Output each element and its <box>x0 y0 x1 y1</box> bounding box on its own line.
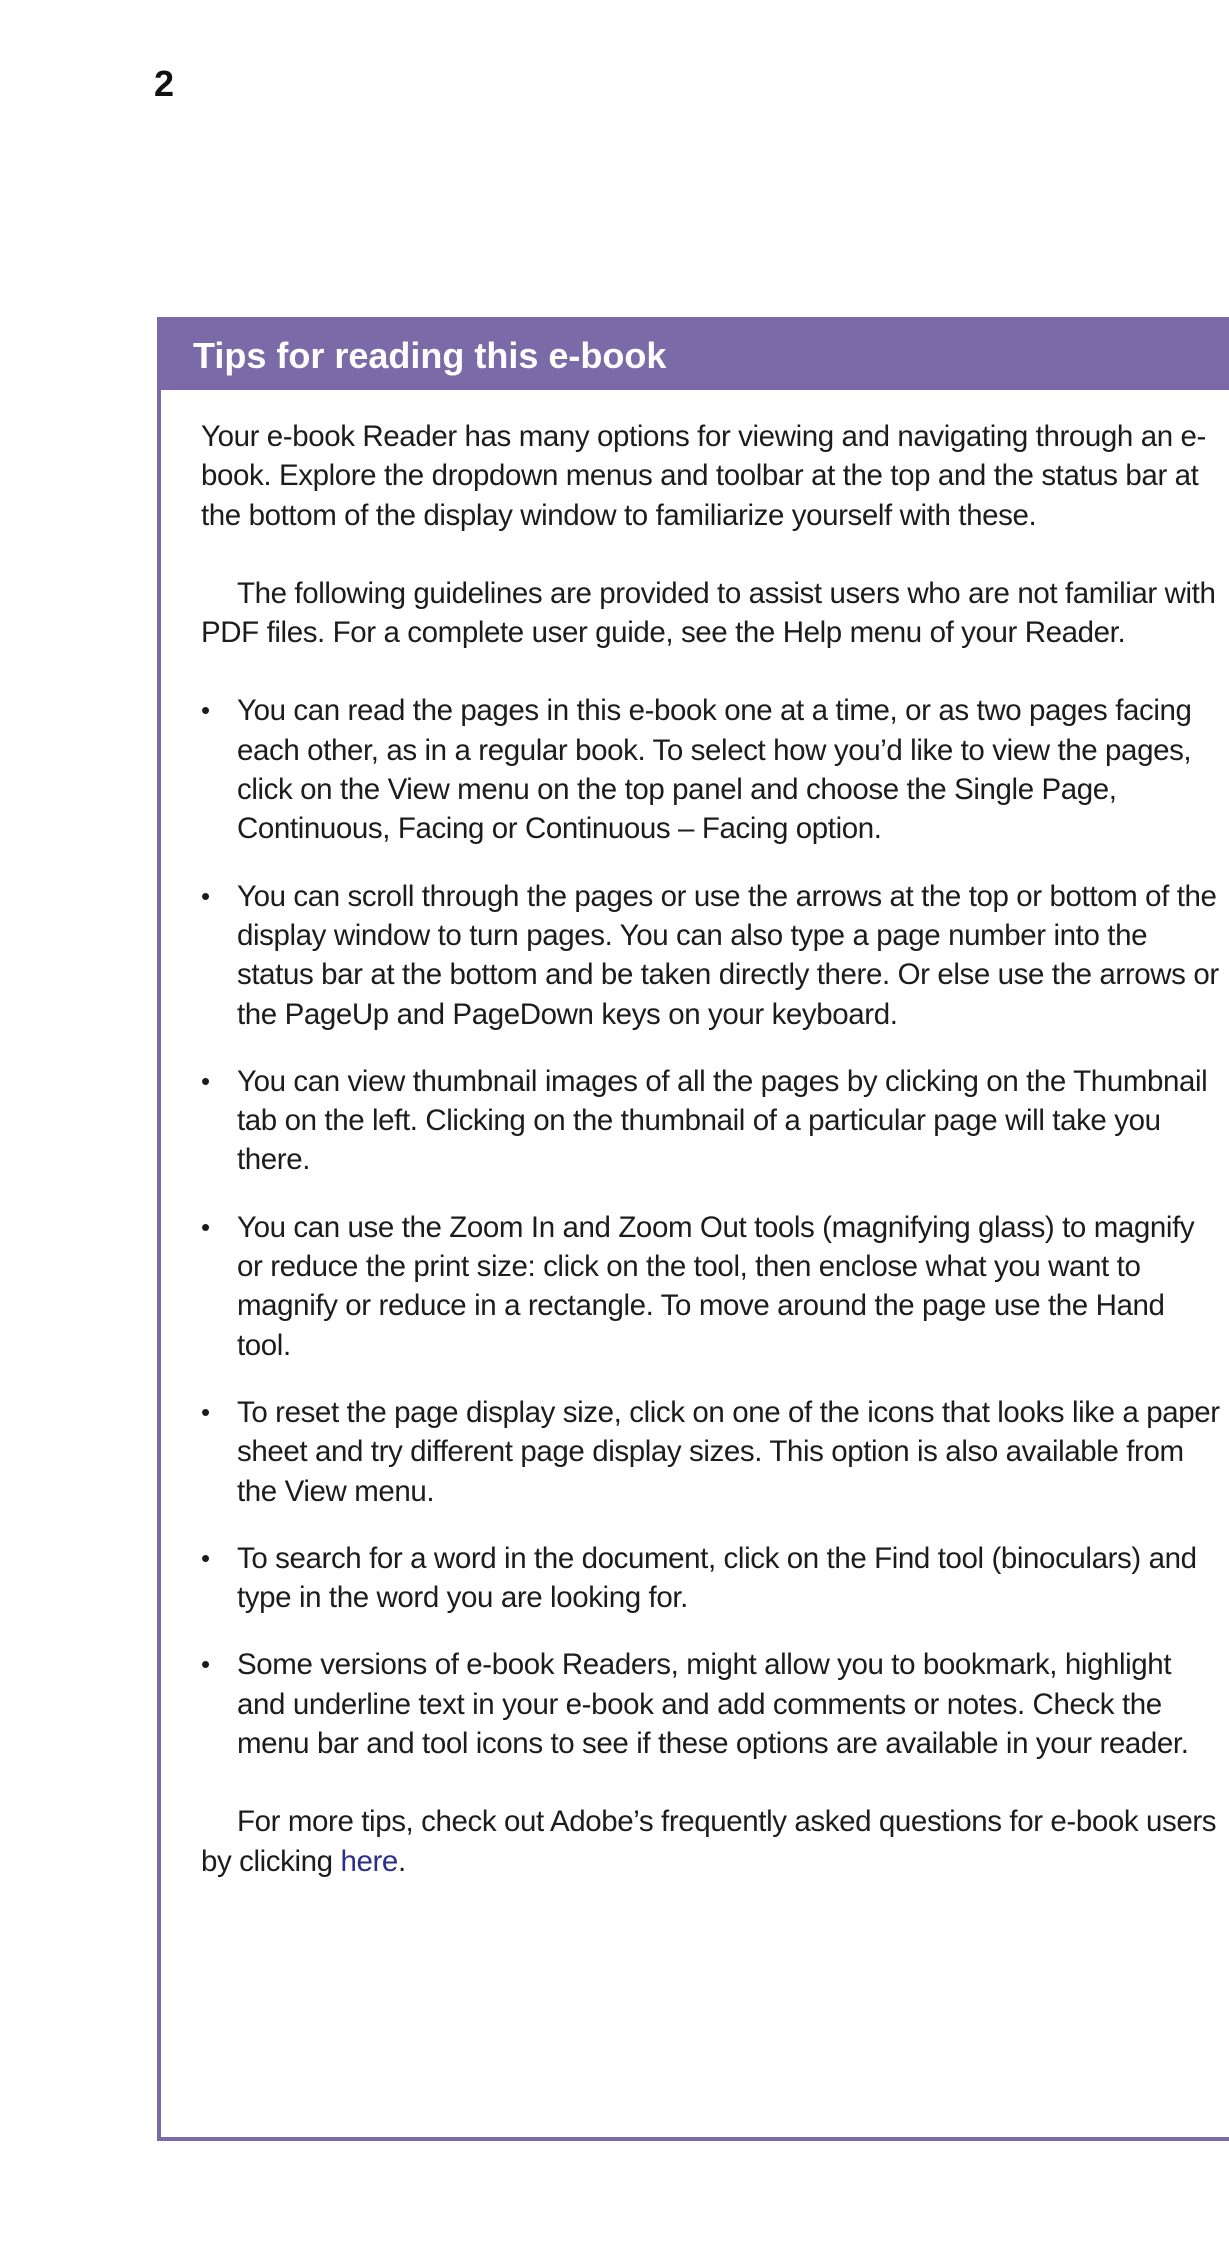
bullet-icon: • <box>201 1542 210 1573</box>
more-tips-text: For more tips, check out Adobe’s frequently asked questions for e-book users by clicking <box>201 1805 1217 1878</box>
bullet-icon: • <box>201 695 210 726</box>
tips-body <box>161 390 1229 1881</box>
list-item <box>201 691 1225 848</box>
tip-text: You can use the Zoom In and Zoom Out tools (magnifying glass) to magnify or reduce the print size: click on the tool, then enclose what you want to magnify or reduce in a rectangle. To move around the page use the Hand tool. <box>237 1210 1195 1362</box>
list-item <box>201 1208 1225 1365</box>
bullet-icon: • <box>201 1065 210 1096</box>
tips-box <box>157 317 1229 2141</box>
tips-title: Tips for reading this e-book <box>193 335 667 376</box>
tips-header <box>161 321 1229 390</box>
bullet-icon: • <box>201 1396 210 1427</box>
tip-text: You can scroll through the pages or use the arrows at the top or bottom of the display window to turn pages. You can also type a page number into the status bar at the bottom and be taken directly there. Or else use the arrows or the PageUp and PageDown keys on your keyboard. <box>237 879 1219 1031</box>
tip-text: You can view thumbnail images of all the pages by clicking on the Thumbnail tab on the left. Clicking on the thumbnail of a particular page will take you there. <box>237 1064 1208 1177</box>
guidelines-paragraph: The following guidelines are provided to assist users who are not familiar with PDF files. For a complete user guide, see the Help menu of your Reader. <box>201 576 1216 650</box>
list-item <box>201 1539 1225 1618</box>
tips-list <box>201 691 1225 1763</box>
more-tips-paragraph <box>201 1802 1225 1881</box>
tip-text: To search for a word in the document, click on the Find tool (binoculars) and type in the word you are looking for. <box>237 1541 1197 1615</box>
more-tips-end: . <box>397 1844 406 1878</box>
list-item <box>201 877 1225 1034</box>
tip-text: To reset the page display size, click on one of the icons that looks like a paper sheet and try different page display sizes. This option is also available from the View menu. <box>237 1395 1220 1508</box>
list-item <box>201 1062 1225 1180</box>
tip-text: You can read the pages in this e-book one at a time, or as two pages facing each other, as in a regular book. To select how you’d like to view the pages, click on the View menu on the top panel and choose the Single Page, Continuous, Facing or Continuous – Facing option. <box>237 694 1192 846</box>
list-item <box>201 1645 1225 1763</box>
bullet-icon: • <box>201 880 210 911</box>
here-link[interactable]: here <box>340 1844 398 1878</box>
page-number: 2 <box>154 63 175 104</box>
intro-paragraph: Your e-book Reader has many options for viewing and navigating through an e-book. Explore the dropdown menus and toolbar at the top and the status bar at the bottom of the display window to familiarize yourself with these. <box>201 420 1206 532</box>
bullet-icon: • <box>201 1211 210 1242</box>
bullet-icon: • <box>201 1649 210 1680</box>
tip-text: Some versions of e-book Readers, might allow you to bookmark, highlight and underline text in your e-book and add comments or notes. Check the menu bar and tool icons to see if these options are available in your reader. <box>237 1648 1189 1761</box>
list-item <box>201 1393 1225 1511</box>
